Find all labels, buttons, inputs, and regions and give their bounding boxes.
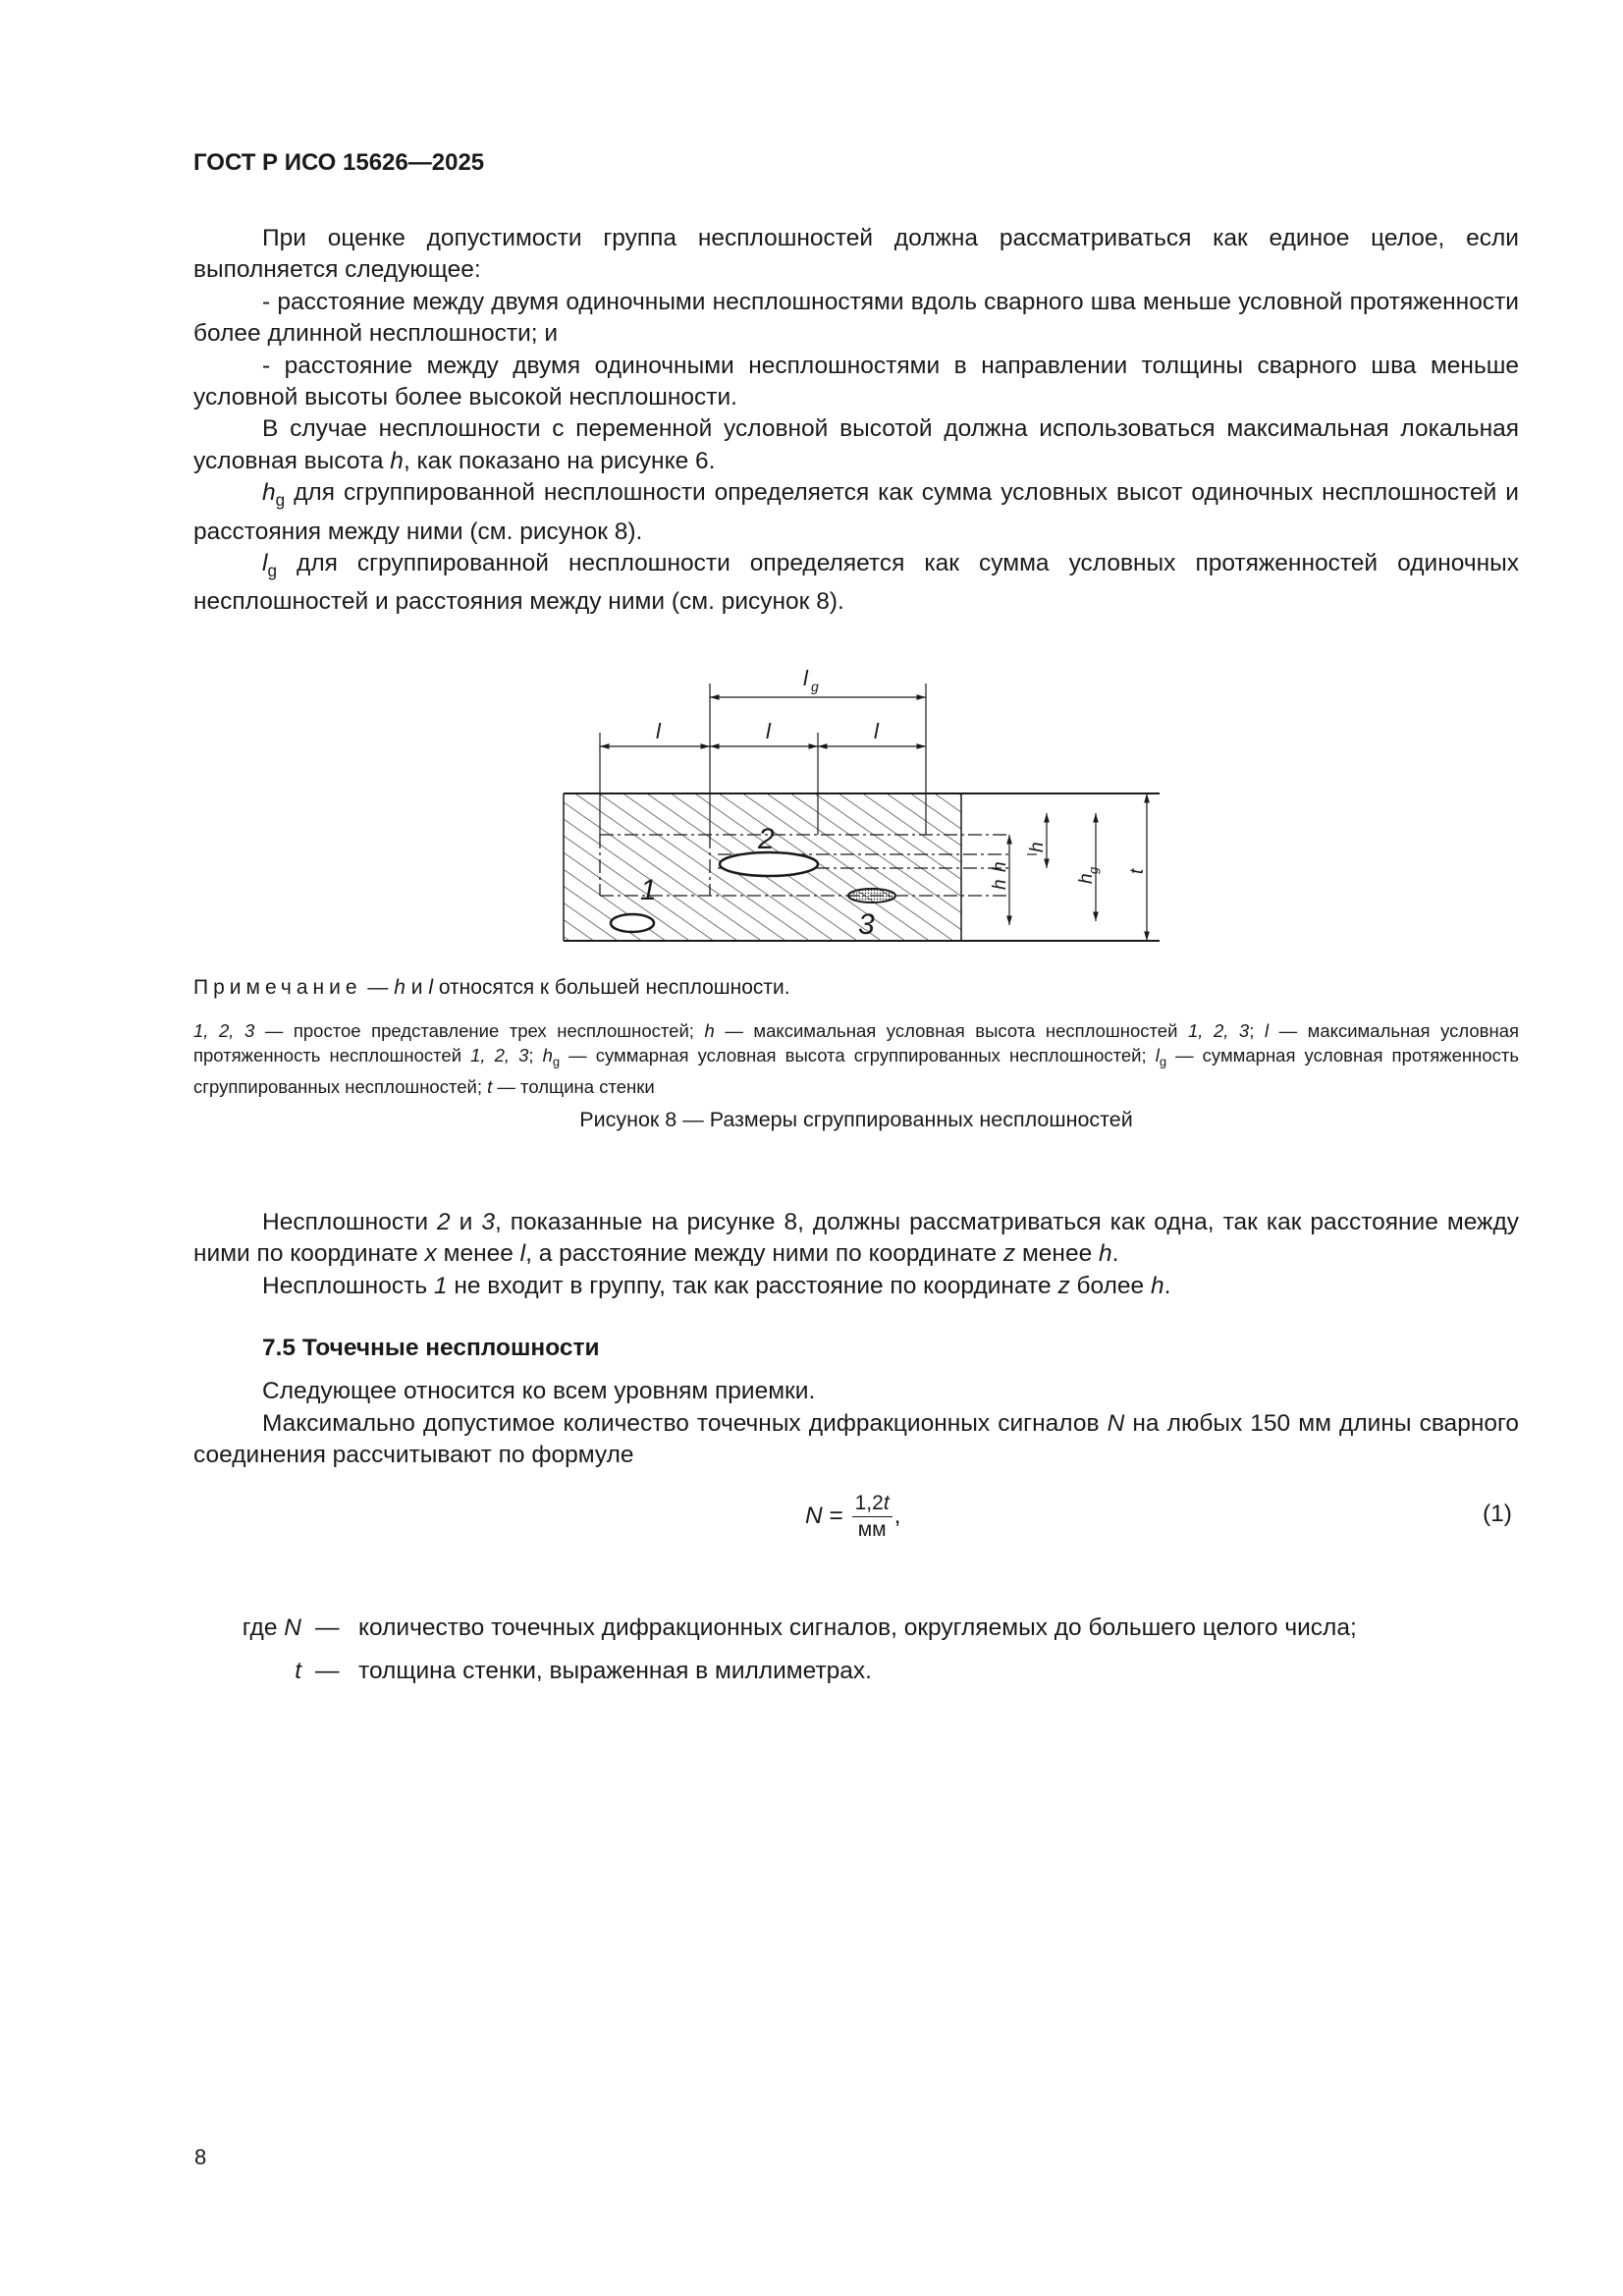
flaw-1 <box>611 914 654 932</box>
label-l-1: l <box>656 719 661 743</box>
paragraph: - расстояние между двумя одиночными несплошностями в направлении толщины сварного шва меньше условной высоты более высокой несплошности. <box>193 352 1519 411</box>
paragraph-block-2 <box>193 1207 1519 1302</box>
paragraph: В случае несплошности с переменной условной высотой должна использоваться максимальная локальная условная высота h, как показано на рисунке 6. <box>193 415 1519 474</box>
section-heading: 7.5 Точечные несплошности <box>262 1335 600 1361</box>
paragraph: При оценке допустимости группа несплошностей должна рассматриваться как единое целое, если выполняется следующее: <box>193 225 1519 284</box>
paragraph: $l_g$ для сгруппированной несплошности определяется как сумма условных протяженностей одиночных несплошностей и расстояния между ними (см. рисунок 8). <box>193 549 1519 616</box>
label-hg: h <box>1076 873 1097 884</box>
paragraph: Несплошности 2 и 3, показанные на рисунке 8, должны рассматриваться как одна, так как расстояние между ними по координате x менее l, а расстояние между ними по координате z менее h. <box>193 1209 1519 1268</box>
where-list <box>193 1607 1357 1693</box>
label-h-2: h <box>990 861 1010 872</box>
paragraph-block <box>193 223 1519 619</box>
paragraph: Максимально допустимое количество точечных дифракционных сигналов N на любых 150 мм длины сварного соединения рассчитывают по формуле <box>193 1409 1519 1469</box>
figure-legend: 1, 2, 3 — простое представление трех несплошностей; h — максимальная условная высота несплошностей 1, 2, 3; l — максимальная условная протяженность несплошностей 1, 2, 3; $h_g$ — суммарная условная высота сгруппированных несплошностей; $l_g$ — суммарная условная протяженность сгруппированных несплошностей; t — толщина стенки <box>193 1020 1520 1097</box>
where-row: t — толщина стенки, выраженная в миллиметрах. <box>295 1658 872 1684</box>
label-t: t <box>1127 868 1148 874</box>
paragraph: Несплошность 1 не входит в группу, так как расстояние по координате z более h. <box>262 1272 1171 1299</box>
label-lg-sub: g <box>811 679 819 694</box>
flaw-3 <box>848 889 895 902</box>
formula-number: (1) <box>1483 1501 1512 1527</box>
label-hg-sub: g <box>1086 866 1101 874</box>
label-flaw-2: 2 <box>758 823 775 855</box>
paragraph: Следующее относится ко всем уровням приемки. <box>262 1378 816 1405</box>
label-l-2: l <box>766 719 771 743</box>
where-row: где N — количество точечных дифракционных сигналов, округляемых до большего целого числа; <box>242 1614 1357 1641</box>
document-header: ГОСТ Р ИСО 15626—2025 <box>193 149 485 176</box>
label-lg: l <box>803 666 808 690</box>
flaw-2 <box>720 852 818 876</box>
label-flaw-3: 3 <box>858 908 875 941</box>
page-number: 8 <box>194 2145 207 2169</box>
formula-1: N = $\frac{1,2t}{мм}$ , <box>805 1492 901 1541</box>
label-flaw-1: 1 <box>640 874 657 906</box>
figure-8-diagram <box>546 656 1164 951</box>
label-l-3: l <box>874 719 879 743</box>
section-7-5 <box>193 1333 1519 1472</box>
paragraph: - расстояние между двумя одиночными несплошностями вдоль сварного шва меньше условной протяженности более длинной несплошности; и <box>193 288 1519 348</box>
figure-note: Примечание — h и l относятся к большей несплошности. <box>193 976 790 999</box>
figure-caption: Рисунок 8 — Размеры сгруппированных несплошностей <box>579 1108 1133 1131</box>
note-label: Примечание <box>193 976 362 999</box>
paragraph: $h_g$ для сгруппированной несплошности определяется как сумма условных высот одиночных несплошностей и расстояния между ними (см. рисунок 8). <box>193 479 1519 545</box>
label-h-1: h <box>990 879 1010 890</box>
label-h-3: h <box>1027 842 1048 852</box>
